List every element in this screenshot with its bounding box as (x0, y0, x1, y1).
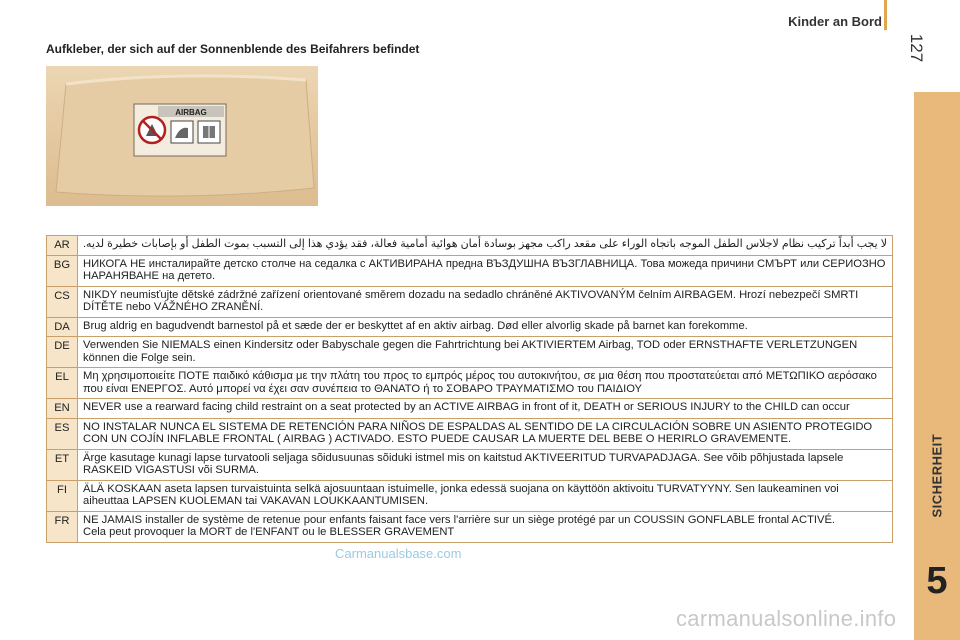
warning-text: Μη χρησιμοποιείτε ΠΟΤΕ παιδικό κάθισμα με την πλάτη του προς το εμπρός μέρος του αυτοκινήτου, σε μια θέση που προστατεύεται από ΜΕΤΩΠΙΚΟ αερόσακο που είναι ΕΝΕΡΓΟΣ. Αυτό μπορεί να έχει σαν συνέπεια το ΘΑΝΑΤΟ ή το ΣΟΒΑΡΟ ΤΡΑΥΜΑΤΙΣΜΟ του ΠΑΙΔΙΟΥ (78, 368, 893, 399)
warning-row (47, 368, 893, 399)
warning-row (47, 236, 893, 256)
language-code: FI (47, 480, 78, 511)
sunvisor-illustration (46, 66, 318, 206)
warning-row (47, 255, 893, 286)
warning-rows (47, 236, 893, 543)
warning-row (47, 511, 893, 542)
side-tab-label: SICHERHEIT (929, 433, 945, 518)
chapter-side-tab[interactable] (914, 92, 960, 640)
language-code: BG (47, 255, 78, 286)
airbag-warning-table (46, 235, 893, 543)
chapter-title: Kinder an Bord (788, 14, 882, 29)
warning-row (47, 449, 893, 480)
warning-row (47, 337, 893, 368)
warning-text: NO INSTALAR NUNCA EL SISTEMA DE RETENCIÓN PARA NIÑOS DE ESPALDAS AL SENTIDO DE LA CIRCULACIÓN SOBRE UN ASIENTO PROTEGIDO CON UN COJÍN INFLABLE FRONTAL ( AIRBAG ) ACTIVADO. ESTO PUEDE CAUSAR LA MUERTE DEL BEBE O HERIRLO GRAVEMENTE. (78, 418, 893, 449)
language-code: EL (47, 368, 78, 399)
warning-text: Verwenden Sie NIEMALS einen Kindersitz oder Babyschale gegen die Fahrtrichtung bei AKTIVIERTEM Airbag, TOD oder ERNSTHAFTE VERLETZUNGEN können die Folge sein. (78, 337, 893, 368)
language-code: DE (47, 337, 78, 368)
warning-text: NEVER use a rearward facing child restraint on a seat protected by an ACTIVE AIRBAG in front of it, DEATH or SERIOUS INJURY to the CHILD can occur (78, 399, 893, 419)
sticker-label: AIRBAG (175, 108, 207, 117)
warning-text: NIKDY neumisťujte dětské zádržné zařízení orientované směrem dozadu na sedadlo chráněné AKTIVOVANÝM čelním AIRBAGEM. Hrozí nebezpečí SMRTI DÍTĚTE nebo VÁŽNÉHO ZRANĚNÍ. (78, 286, 893, 317)
warning-text: НИКОГА НЕ инсталирайте детско столче на седалка с АКТИВИРАНА предна ВЪЗДУШНА ВЪЗГЛАВНИЦА. Това можеда причини СМЪРТ или СЕРИОЗНО НАРАНЯВАНЕ на детето. (78, 255, 893, 286)
footer-watermark: carmanualsonline.info (676, 606, 897, 631)
warning-row (47, 480, 893, 511)
warning-text: Ärge kasutage kunagi lapse turvatooli seljaga sõidusuunas sõiduki istmel mis on kaitstud AKTIVEERITUD TURVAPADJAGA. See võib põhjustada lapsele RASKEID VIGASTUSI või SURMA. (78, 449, 893, 480)
language-code: ES (47, 418, 78, 449)
inline-watermark: Carmanualsbase.com (335, 546, 462, 561)
manual-book-icon (198, 121, 220, 143)
language-code: CS (47, 286, 78, 317)
warning-text: Brug aldrig en bagudvendt barnestol på et sæde der er beskyttet af en aktiv airbag. Død eller alvorlig skade på barnet kan forekomme. (78, 317, 893, 337)
warning-row (47, 399, 893, 419)
language-code: FR (47, 511, 78, 542)
page-number: 127 (907, 33, 927, 63)
warning-row (47, 317, 893, 337)
warning-row (47, 418, 893, 449)
no-rear-child-seat-icon (139, 117, 165, 143)
language-code: DA (47, 317, 78, 337)
warning-row (47, 286, 893, 317)
header-accent-rule (884, 0, 887, 30)
warning-text: NE JAMAIS installer de système de retenue pour enfants faisant face vers l'arrière sur un siège protégé par un COUSSIN GONFLABLE frontal ACTIVÉ. Cela peut provoquer la MORT de l'ENFANT ou le BLESSER GRAVEMENT (78, 511, 893, 542)
warning-text: ÄLÄ KOSKAAN aseta lapsen turvaistuinta selkä ajosuuntaan istuimelle, jonka edessä suojana on käyttöön aktivoitu TURVATYYNY. Sen laukeaminen voi aiheuttaa LAPSEN KUOLEMAN tai VAKAVAN LOUKKAANTUMISEN. (78, 480, 893, 511)
chapter-number: 5 (926, 560, 948, 602)
language-code: EN (47, 399, 78, 419)
language-code: ET (47, 449, 78, 480)
language-code: AR (47, 236, 78, 256)
section-heading: Aufkleber, der sich auf der Sonnenblende des Beifahrers befindet (46, 42, 420, 56)
warning-text: لا يجب أبداً تركيب نظام لاجلاس الطفل الموجه باتجاه الوراء على مقعد راكب مجهز بوسادة أمان هوائية أمامية فعالة، فقد يؤدي هذا إلى التسبب بموت الطفل أو بإصابات خطيرة لديه. (78, 236, 893, 256)
sunvisor-photo (46, 66, 318, 206)
child-seat-icon (171, 121, 193, 143)
